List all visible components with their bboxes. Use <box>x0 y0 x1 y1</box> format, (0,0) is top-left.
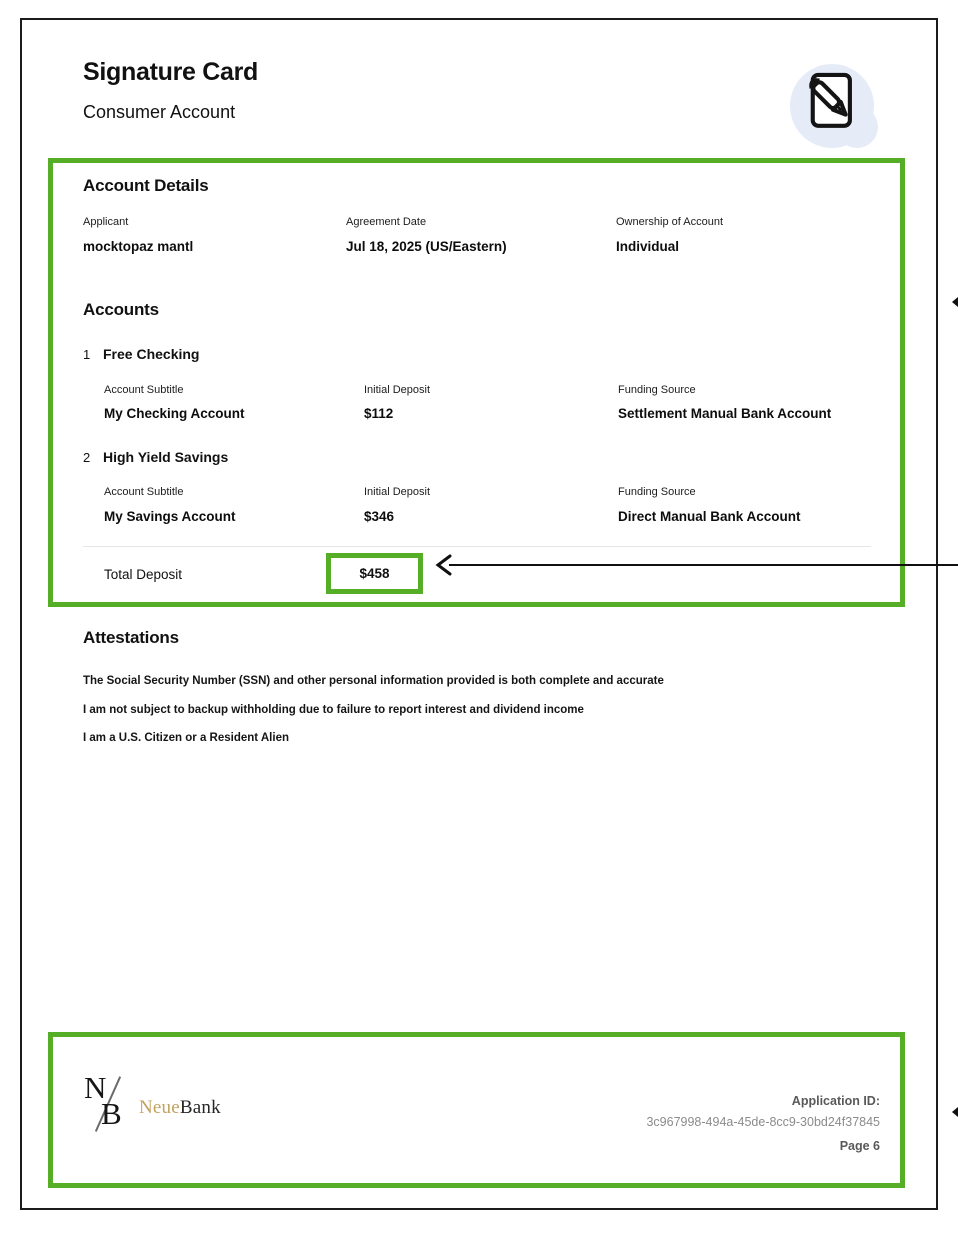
funding-source-value: Settlement Manual Bank Account <box>618 406 832 421</box>
account-subtitle-value: My Savings Account <box>104 509 236 524</box>
edge-arrow-fragment-icon <box>952 1107 958 1117</box>
initial-deposit-value: $112 <box>364 406 394 421</box>
account-details-heading: Account Details <box>83 176 209 195</box>
funding-source-label: Funding Source <box>618 384 696 396</box>
signature-document-icon <box>799 68 865 134</box>
annotation-box-total-deposit <box>326 553 423 594</box>
brand-name-primary: Neue <box>139 1097 180 1118</box>
edge-arrow-fragment-icon <box>952 297 958 307</box>
account-2-index: 2 <box>83 450 91 465</box>
ownership-value: Individual <box>616 239 680 254</box>
agreement-date-label: Agreement Date <box>346 216 427 228</box>
footer-meta <box>646 1091 880 1159</box>
account-2-name: High Yield Savings <box>103 449 229 465</box>
page-number: Page 6 <box>839 1138 880 1153</box>
neuebank-logo <box>84 1072 136 1136</box>
account-2-values-row <box>104 509 894 549</box>
annotation-arrow-line <box>449 564 958 566</box>
initial-deposit-label: Initial Deposit <box>364 486 431 498</box>
funding-source-value: Direct Manual Bank Account <box>618 509 801 524</box>
applicant-value: mocktopaz mantl <box>83 239 194 254</box>
account-1-index: 1 <box>83 347 91 362</box>
funding-source-label: Funding Source <box>618 486 696 498</box>
initial-deposit-value: $346 <box>364 509 395 524</box>
account-details-values-row <box>83 239 873 279</box>
account-2-title <box>83 449 228 465</box>
agreement-date-value: Jul 18, 2025 (US/Eastern) <box>346 239 507 254</box>
monogram-b: B <box>101 1096 122 1131</box>
attestation-item: I am a U.S. Citizen or a Resident Alien <box>83 732 289 744</box>
page-subtitle: Consumer Account <box>83 102 236 122</box>
page-title: Signature Card <box>83 58 258 86</box>
account-subtitle-label: Account Subtitle <box>104 384 184 396</box>
applicant-label: Applicant <box>83 216 129 228</box>
ownership-label: Ownership of Account <box>616 216 724 228</box>
attestation-item: I am not subject to backup withholding due to failure to report interest and dividend income <box>83 704 584 716</box>
brand-name-secondary: Bank <box>179 1097 221 1118</box>
arrow-left-icon <box>435 554 453 576</box>
total-deposit-label: Total Deposit <box>104 567 183 582</box>
brand-wordmark <box>139 1097 221 1119</box>
account-1-name: Free Checking <box>103 346 200 362</box>
account-1-title <box>83 346 199 362</box>
application-id-label: Application ID: <box>791 1094 880 1108</box>
total-row-divider <box>83 546 871 547</box>
initial-deposit-label: Initial Deposit <box>364 384 431 396</box>
account-subtitle-value: My Checking Account <box>104 406 245 421</box>
monogram-n: N <box>84 1070 107 1105</box>
attestation-item: The Social Security Number (SSN) and other personal information provided is both complete and accurate <box>83 675 664 687</box>
attestations-heading: Attestations <box>83 628 179 647</box>
accounts-heading: Accounts <box>83 300 159 319</box>
application-id-value: 3c967998-494a-45de-8cc9-30bd24f37845 <box>646 1115 880 1130</box>
total-deposit-value: $458 <box>359 566 390 581</box>
account-1-values-row <box>104 406 894 446</box>
account-subtitle-label: Account Subtitle <box>104 486 184 498</box>
